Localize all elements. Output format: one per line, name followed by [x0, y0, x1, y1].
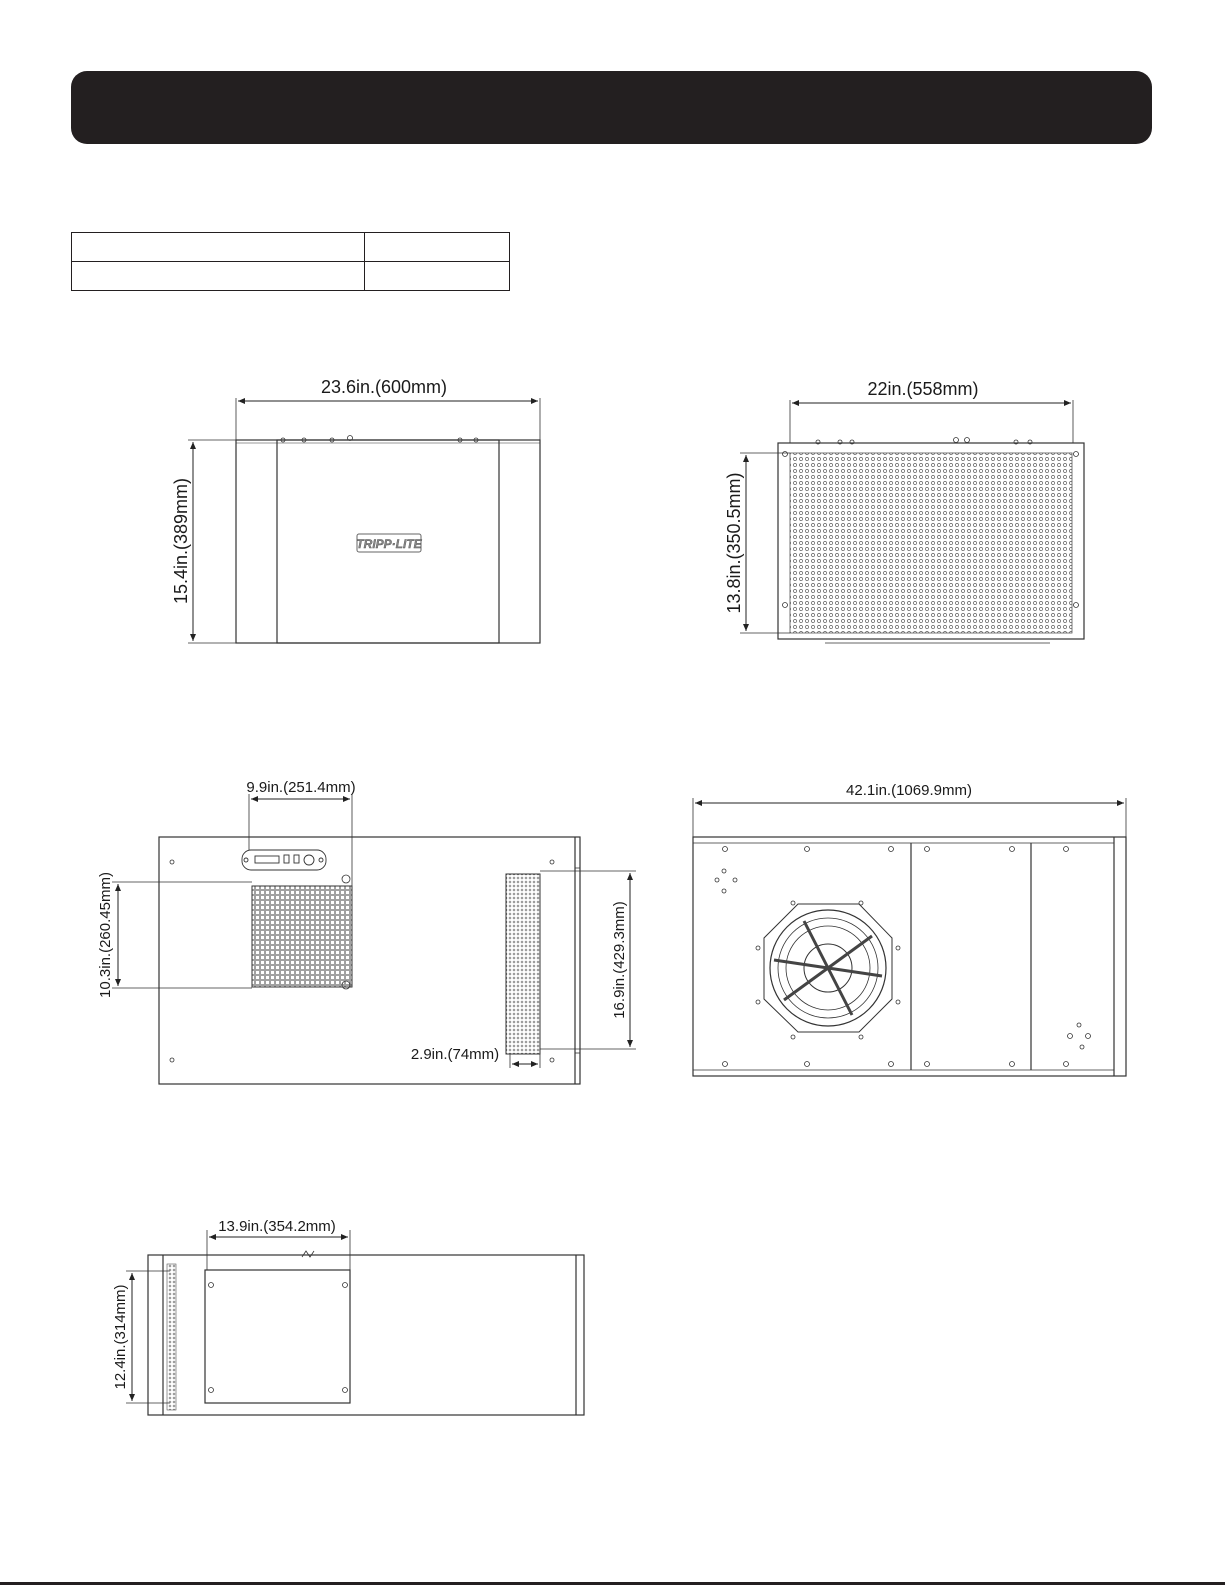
- svg-text:TRIPP·LITE: TRIPP·LITE: [356, 537, 422, 551]
- svg-text:22in.(558mm): 22in.(558mm): [867, 379, 979, 399]
- front-width-dimension: [236, 377, 540, 440]
- rear-width-dimension: [790, 379, 1073, 443]
- fan-side-view: [693, 837, 1126, 1076]
- svg-text:2.9in.(74mm): 2.9in.(74mm): [410, 1046, 500, 1063]
- svg-text:9.9in.(251.4mm): 9.9in.(251.4mm): [246, 779, 356, 796]
- top-vent-strip: [167, 1264, 176, 1410]
- svg-text:13.9in.(354.2mm): 13.9in.(354.2mm): [218, 1218, 336, 1235]
- side-exhaust-grille: [252, 886, 352, 987]
- svg-text:12.4in.(314mm): 12.4in.(314mm): [112, 1284, 129, 1390]
- side-view: [159, 837, 580, 1084]
- fan-side-width-dimension: [693, 782, 1126, 837]
- svg-text:10.3in.(260.45mm): 10.3in.(260.45mm): [97, 872, 114, 998]
- front-height-dimension: [171, 440, 236, 643]
- svg-text:42.1in.(1069.9mm): 42.1in.(1069.9mm): [846, 782, 972, 799]
- top-panel-width-dimension: [207, 1218, 350, 1270]
- side-intake-vent: [506, 874, 540, 1054]
- top-view: [148, 1251, 584, 1415]
- side-vent-height-dimension: [540, 871, 636, 1049]
- svg-text:15.4in.(389mm): 15.4in.(389mm): [171, 477, 191, 605]
- tripp-lite-logo: [356, 534, 422, 552]
- top-panel-height-dimension: [112, 1271, 170, 1403]
- rear-height-dimension: [724, 453, 790, 633]
- side-panel-height-dimension: [97, 872, 252, 998]
- control-panel: [242, 850, 326, 870]
- svg-text:16.9in.(429.3mm): 16.9in.(429.3mm): [611, 901, 628, 1019]
- svg-text:13.8in.(350.5mm): 13.8in.(350.5mm): [724, 472, 744, 614]
- svg-text:23.6in.(600mm): 23.6in.(600mm): [320, 377, 448, 397]
- rear-view: [778, 438, 1084, 644]
- fan-icon: [756, 901, 900, 1039]
